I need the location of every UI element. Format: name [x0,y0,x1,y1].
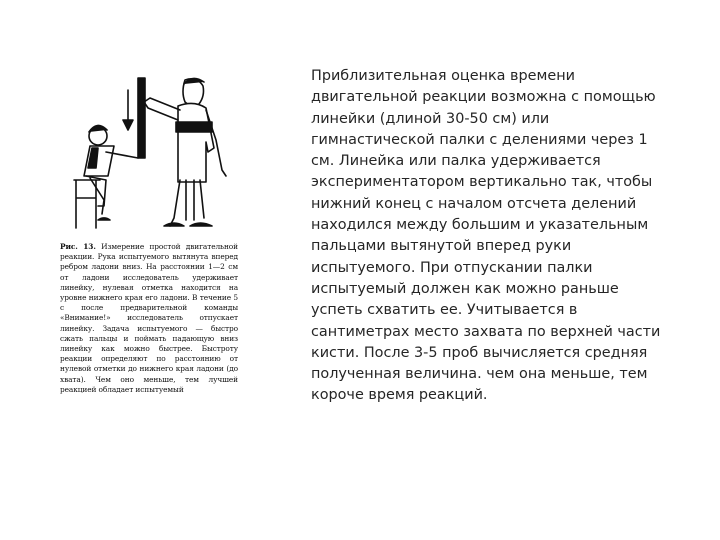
reaction-test-illustration [60,70,240,240]
main-paragraph: Приблизительная оценка времени двигательной реакции возможна с помощью линейки (длиной 30-50 см) или гимнастической палки с делениями через 1 см. Линейка или палка удерживается экспериментатором вертикально так, чтобы нижний конец с началом отсчета делений находился между большим и указательным пальцами вытянутой вперед руки испытуемого. При отпускании палки испытуемый должен как можно раньше успеть схватить ее. Учитывается в сантиметрах место захвата по верхней части кисти. После 3-5 проб вычисляется средняя полученная величина. чем она меньше, тем короче время реакций. [311,68,661,404]
figure-block [60,70,240,430]
figure-caption [60,242,238,395]
figure-caption-text: Измерение простой двигательной реакции. Рука испытуемого вытянута вперед ребром ладони вниз. На расстоянии 1—2 см от ладони исследователь удерживает линейку, нулевая отметка находится на уровне нижнего края его ладони. В течение 5 с после предварительной команды «Внимание!» исследователь отпускает линейку. Задача испытуемого — быстро сжать пальцы и поймать падающую вниз линейку как можно быстрее. Быстроту реакции определяют по расстоянию от нулевой отметки до нижнего края ладони (до хвата). Чем оно меньше, тем лучшей реакцией обладает испытуемый [60,242,238,394]
figure-caption-label: Рис. 13. [60,242,96,251]
